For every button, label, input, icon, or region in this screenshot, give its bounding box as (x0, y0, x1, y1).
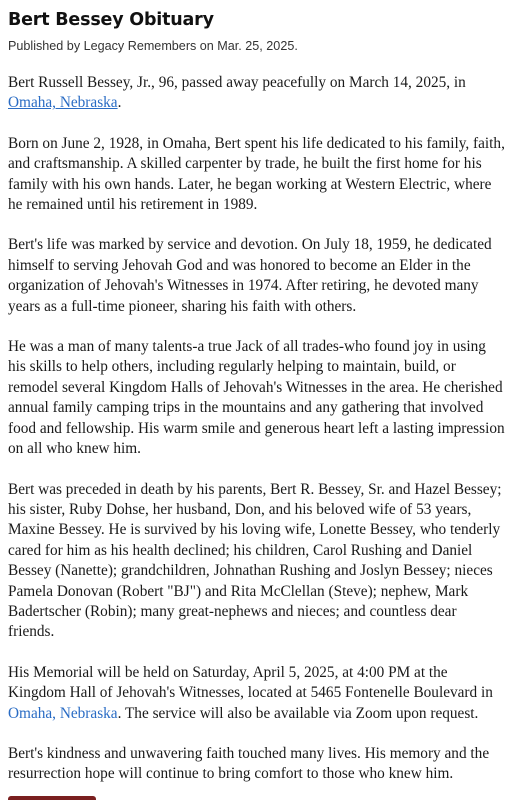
page-title: Bert Bessey Obituary (8, 10, 214, 30)
byline: Published by Legacy Remembers on Mar. 25, 2025. (8, 39, 298, 53)
paragraph-early-life: Born on June 2, 1928, in Omaha, Bert spent his life dedicated to his family, faith, and craftsmanship. A skilled carpenter by trade, he built the first home for his family with his own hands. Later, he began working at Western Electric, where he remained until his retirement in 1989. (8, 134, 505, 214)
paragraph-intro (8, 73, 506, 114)
paragraph-faith: Bert's life was marked by service and devotion. On July 18, 1959, he dedicated himself to serving Jehovah God and was honored to become an Elder in the organization of Jehovah's Witnesses in 1974. After retiring, he devoted many years as a full-time pioneer, sharing his faith with others. (8, 236, 492, 315)
paragraph-family: Bert was preceded in death by his parents, Bert R. Bessey, Sr. and Hazel Bessey; his sister, Ruby Dohse, her husband, Don, and his beloved wife of 53 years, Maxine Bessey. He is survived by his loving wife, Lonette Bessey, who tenderly cared for him as his health declined; his children, Carol Rushing and Daniel Bessey (Nanette); grandchildren, Johnathan Rushing and Joslyn Bessey; nieces Pamela Donovan (Robert "BJ") and Rita McClellan (Steve); nephew, Mark Badertscher (Robin); many great-nephews and nieces; and countless dear friends. (8, 480, 502, 641)
memorial-location-link[interactable]: Omaha, Nebraska (8, 704, 118, 722)
memorial-text-end: . The service will also be available via Zoom upon request. (117, 704, 479, 722)
location-link[interactable]: Omaha, Nebraska (8, 94, 118, 112)
memorial-text: His Memorial will be held on Saturday, April 5, 2025, at 4:00 PM at the Kingdom Hall of Jehovah's Witnesses, located at 5465 Fontenelle Boulevard in (8, 663, 493, 702)
paragraph-talents: He was a man of many talents-a true Jack of all trades-who found joy in using his skills to help others, including regularly helping to maintain, build, or remodel several Kingdom Halls of Jehovah's Witnesses in the area. He cherished annual family camping trips in the mountains and any gathering that involved food and fellowship. His warm smile and generous heart left a lasting impression on all who knew him. (8, 338, 505, 458)
paragraph-memorial (8, 663, 506, 724)
intro-text: Bert Russell Bessey, Jr., 96, passed away peacefully on March 14, 2025, in (8, 74, 466, 91)
intro-end: . (117, 94, 122, 112)
bottom-banner-edge (8, 796, 96, 800)
paragraph-closing: Bert's kindness and unwavering faith touched many lives. His memory and the resurrection hope will continue to bring comfort to those who knew him. (8, 744, 490, 783)
obituary-article (8, 0, 506, 785)
